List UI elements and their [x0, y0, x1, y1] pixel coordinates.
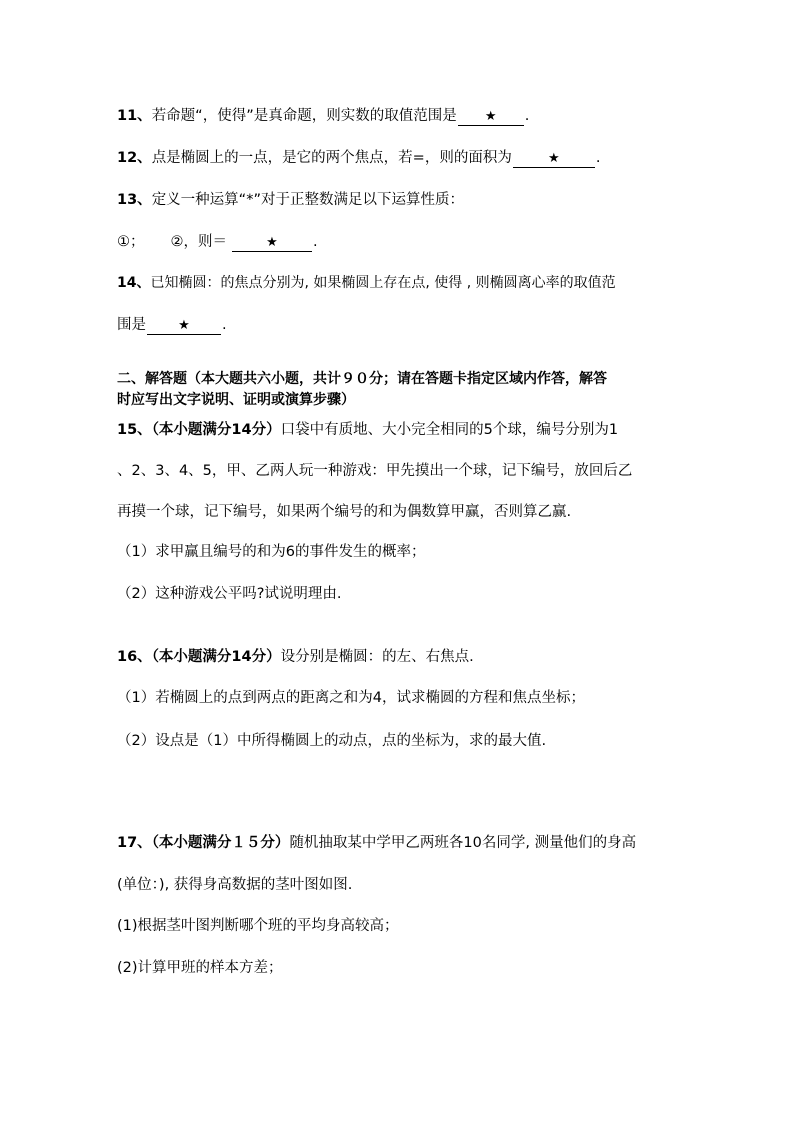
question-number: 14、 [117, 275, 151, 291]
answer-blank [147, 317, 221, 335]
end-mark: . [524, 108, 530, 124]
question-number: 17、 [117, 835, 152, 851]
answer-blank [458, 108, 524, 126]
section-heading-line2: 时应写出文字说明、证明或演算步骤） [117, 392, 355, 408]
condition-2: ②，则＝ [170, 234, 227, 250]
question-16-sub2: （2）设点是（1）中所得椭圆上的动点，点的坐标为，求的最大值. [117, 733, 547, 749]
question-number: 15、 [117, 422, 152, 438]
question-number: 16、 [117, 649, 152, 665]
question-13 [117, 190, 464, 210]
question-text: 围是 [117, 317, 146, 333]
star-icon: ★ [484, 109, 497, 124]
end-mark: . [313, 234, 318, 250]
question-13-conditions [117, 232, 318, 252]
question-15-sub1: （1）求甲赢且编号的和为6的事件发生的概率； [117, 544, 426, 560]
answer-blank [513, 150, 595, 168]
question-text: 定义一种运算“*”对于正整数满足以下运算性质： [151, 192, 464, 208]
question-text: 随机抽取某中学甲乙两班各10名同学, 测量他们的身高 [289, 835, 637, 851]
question-text: 若命题“，使得”是真命题，则实数的取值范围是 [151, 108, 457, 124]
star-icon: ★ [178, 318, 190, 333]
question-number: 11、 [117, 108, 152, 124]
question-15-line2: 、2、3、4、5，甲、乙两人玩一种游戏：甲先摸出一个球，记下编号，放回后乙 [117, 463, 633, 479]
question-15 [117, 420, 618, 440]
question-17 [117, 833, 636, 853]
question-14-line2 [117, 315, 227, 335]
score-note: （本小题满分14分） [151, 422, 281, 438]
question-14 [117, 273, 616, 293]
answer-blank [232, 234, 312, 252]
question-text: 设分别是椭圆：的左、右焦点. [280, 649, 474, 665]
question-16-sub1: （1）若椭圆上的点到两点的距离之和为4，试求椭圆的方程和焦点坐标； [117, 690, 585, 706]
end-mark: . [595, 150, 601, 166]
question-11 [117, 106, 529, 126]
question-17-sub2: (2)计算甲班的样本方差； [117, 960, 283, 976]
question-text: 口袋中有质地、大小完全相同的5个球，编号分别为1 [280, 422, 619, 438]
section-heading: 二、解答题（本大题共六小题，共计９０分；请在答题卡指定区域内作答，解答 [117, 371, 607, 387]
star-icon: ★ [266, 235, 278, 250]
question-12 [117, 148, 600, 168]
question-17-line2: (单位：), 获得身高数据的茎叶图如图. [117, 877, 353, 893]
score-note: （本小题满分１５分） [151, 835, 290, 851]
score-note: （本小题满分14分） [151, 649, 281, 665]
star-icon: ★ [548, 151, 560, 166]
end-mark: . [222, 317, 227, 333]
question-15-sub2: （2）这种游戏公平吗?试说明理由. [117, 586, 342, 602]
question-number: 12、 [117, 150, 152, 166]
condition-1: ①； [117, 234, 145, 250]
question-text: 点是椭圆上的一点，是它的两个焦点，若=，则的面积为 [151, 150, 512, 166]
question-17-sub1: (1)根据茎叶图判断哪个班的平均身高较高； [117, 918, 399, 934]
question-16 [117, 647, 474, 667]
question-text: 已知椭圆：的焦点分别为, 如果椭圆上存在点, 使得 , 则椭圆离心率的取值范 [150, 275, 616, 291]
question-15-line3: 再摸一个球，记下编号，如果两个编号的和为偶数算甲赢，否则算乙赢. [117, 504, 572, 520]
question-number: 13、 [117, 192, 152, 208]
